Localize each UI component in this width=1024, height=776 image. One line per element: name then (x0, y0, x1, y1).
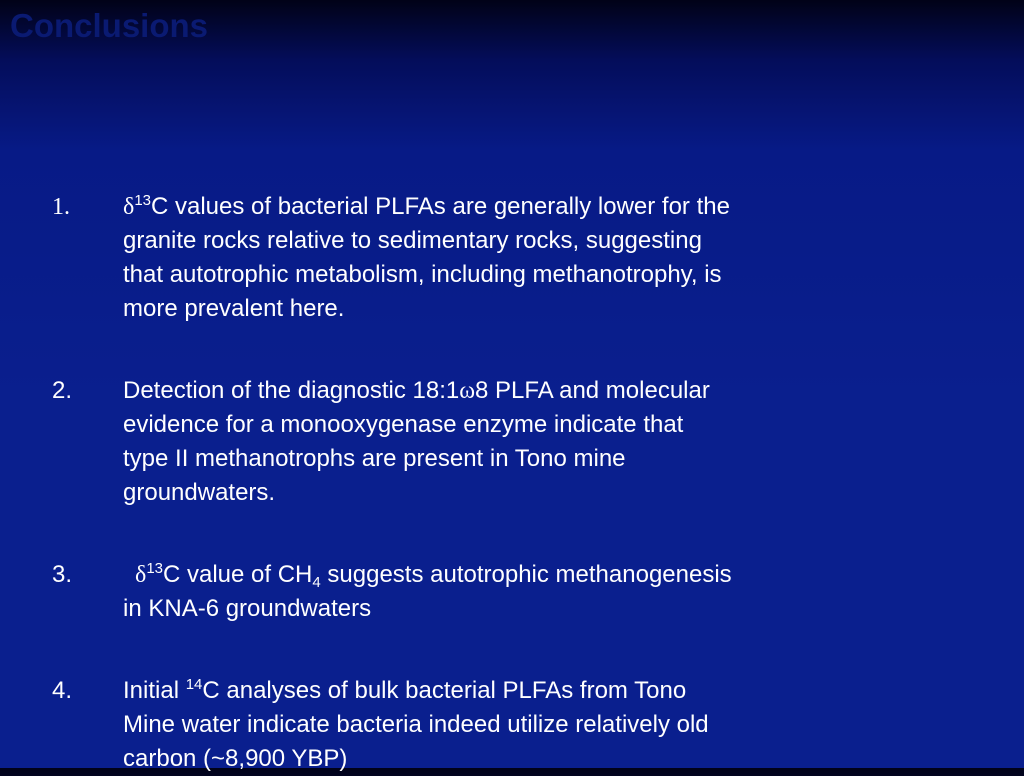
superscript: 13 (134, 192, 151, 209)
text-segment: suggests autotrophic methanogenesis (320, 561, 732, 588)
text-segment: C value of CH (163, 561, 313, 588)
text-line: groundwaters. (123, 479, 276, 506)
slide-title: Conclusions (10, 7, 209, 44)
superscript: 14 (185, 676, 203, 693)
text-line (123, 558, 923, 592)
delta-symbol: δ (123, 194, 135, 220)
item-number: 4. (52, 677, 73, 704)
subscript: 4 (312, 574, 321, 591)
item-text (123, 374, 923, 510)
text-line: type II methanotrophs are present in Tono mine (123, 445, 626, 472)
delta-symbol: δ (135, 562, 147, 588)
text-line (123, 374, 923, 408)
text-line (123, 190, 923, 224)
item-number: 2. (52, 377, 73, 404)
text-line: evidence for a monooxygenase enzyme indicate that (123, 411, 684, 438)
item-number: 3. (52, 561, 73, 588)
item-text (123, 558, 923, 626)
item-number: 1. (52, 194, 70, 220)
text-line: more prevalent here. (123, 295, 345, 322)
omega-symbol: ω (459, 378, 476, 404)
text-segment: C analyses of bulk bacterial PLFAs from Tono (202, 677, 687, 704)
text-line: granite rocks relative to sedimentary rocks, suggesting (123, 227, 702, 254)
text-segment: Initial (123, 677, 186, 704)
text-segment: Detection of the diagnostic 18:1 (123, 377, 460, 404)
text-line (123, 674, 923, 708)
text-line: carbon (~8,900 YBP) (123, 745, 348, 772)
item-text (123, 674, 923, 776)
text-line: Mine water indicate bacteria indeed utilize relatively old (123, 711, 709, 738)
text-line: that autotrophic metabolism, including methanotrophy, is (123, 261, 722, 288)
text-line: in KNA-6 groundwaters (123, 595, 372, 622)
item-text (123, 190, 923, 326)
superscript: 13 (146, 560, 163, 577)
text-segment: 8 PLFA and molecular (475, 377, 710, 404)
text-segment: C values of bacterial PLFAs are generally lower for the (151, 193, 730, 220)
